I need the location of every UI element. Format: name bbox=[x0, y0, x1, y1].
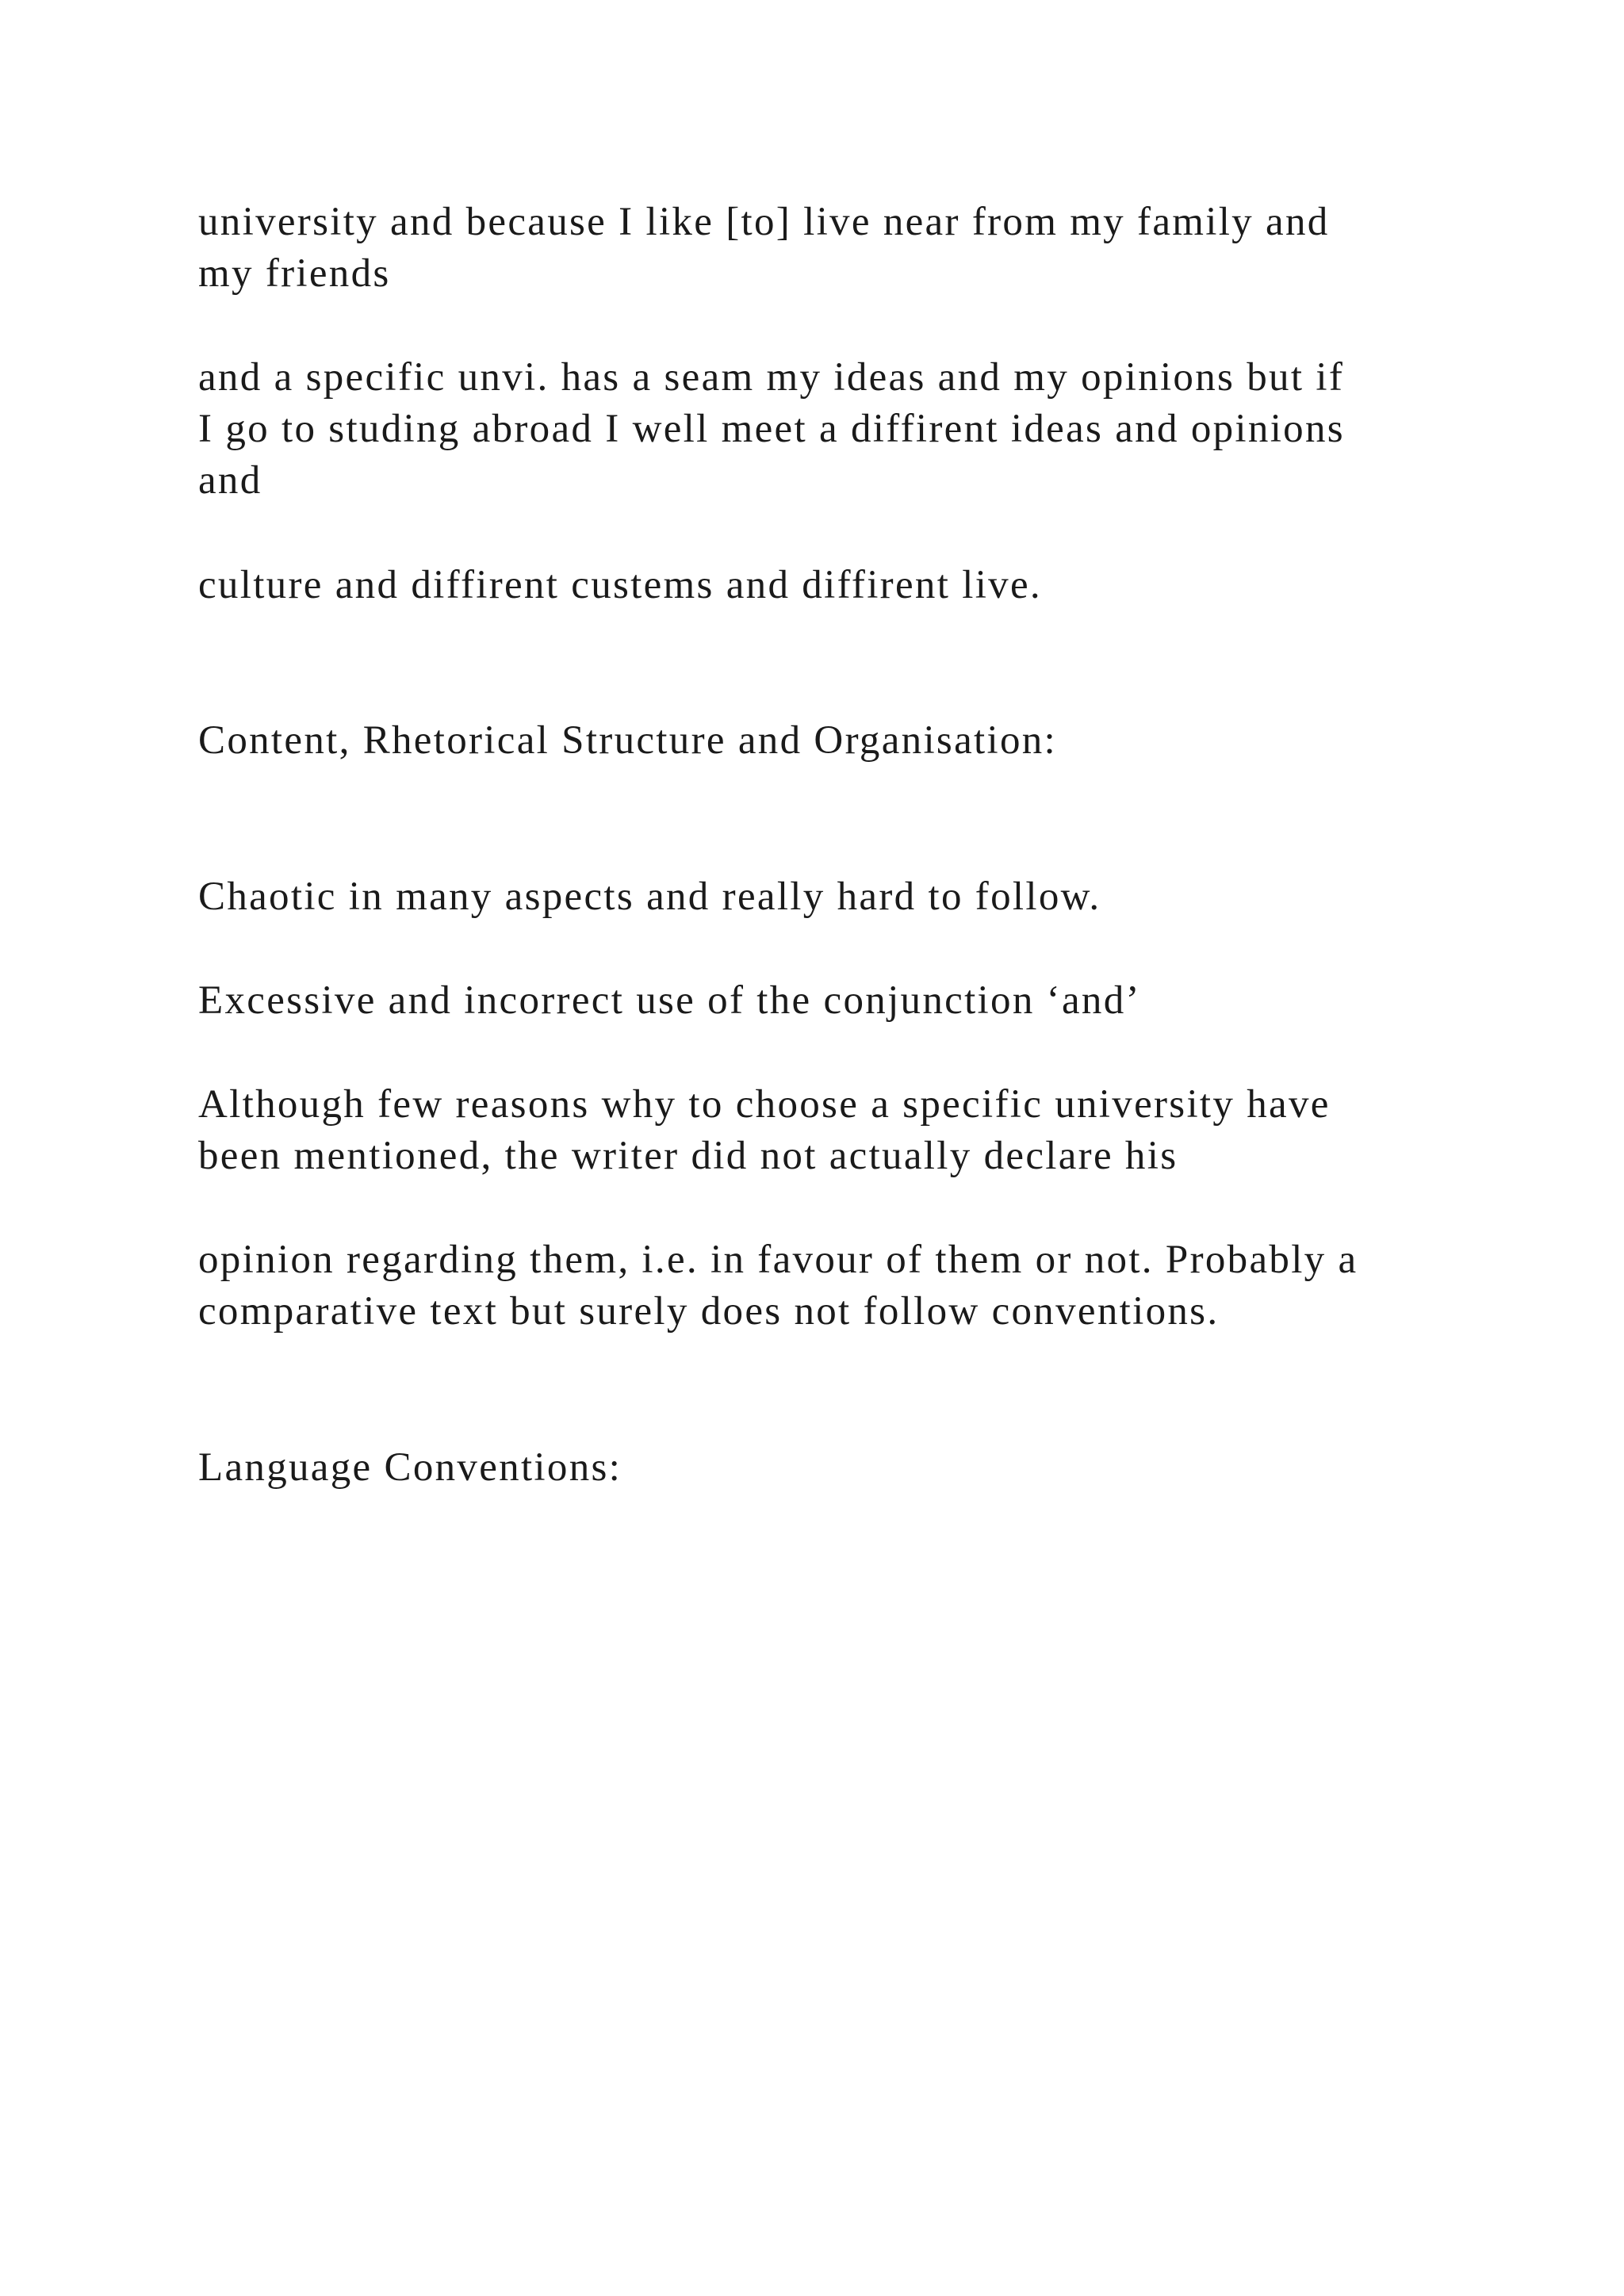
student-text-paragraph-2: and a specific unvi. has a seam my ideas and my opinions but if I go to studing abroad I well meet a diffirent ideas and opinions and bbox=[198, 355, 1345, 503]
student-text-paragraph-3: culture and diffirent custems and diffirent live. bbox=[198, 563, 1042, 607]
section-heading-language-conventions: Language Conventions: bbox=[198, 1445, 622, 1490]
feedback-paragraph-opinion: opinion regarding them, i.e. in favour of them or not. Probably a comparative text but surely does not follow conventions. bbox=[198, 1238, 1358, 1334]
section-heading-content-structure: Content, Rhetorical Structure and Organisation: bbox=[198, 718, 1058, 763]
feedback-paragraph-reasons: Although few reasons why to choose a specific university have been mentioned, the writer did not actually declare his bbox=[198, 1082, 1331, 1178]
feedback-paragraph-conjunction: Excessive and incorrect use of the conjunction ‘and’ bbox=[198, 978, 1141, 1023]
feedback-paragraph-chaotic: Chaotic in many aspects and really hard to follow. bbox=[198, 874, 1101, 919]
student-text-paragraph-1: university and because I like [to] live near from my family and my friends bbox=[198, 200, 1330, 296]
